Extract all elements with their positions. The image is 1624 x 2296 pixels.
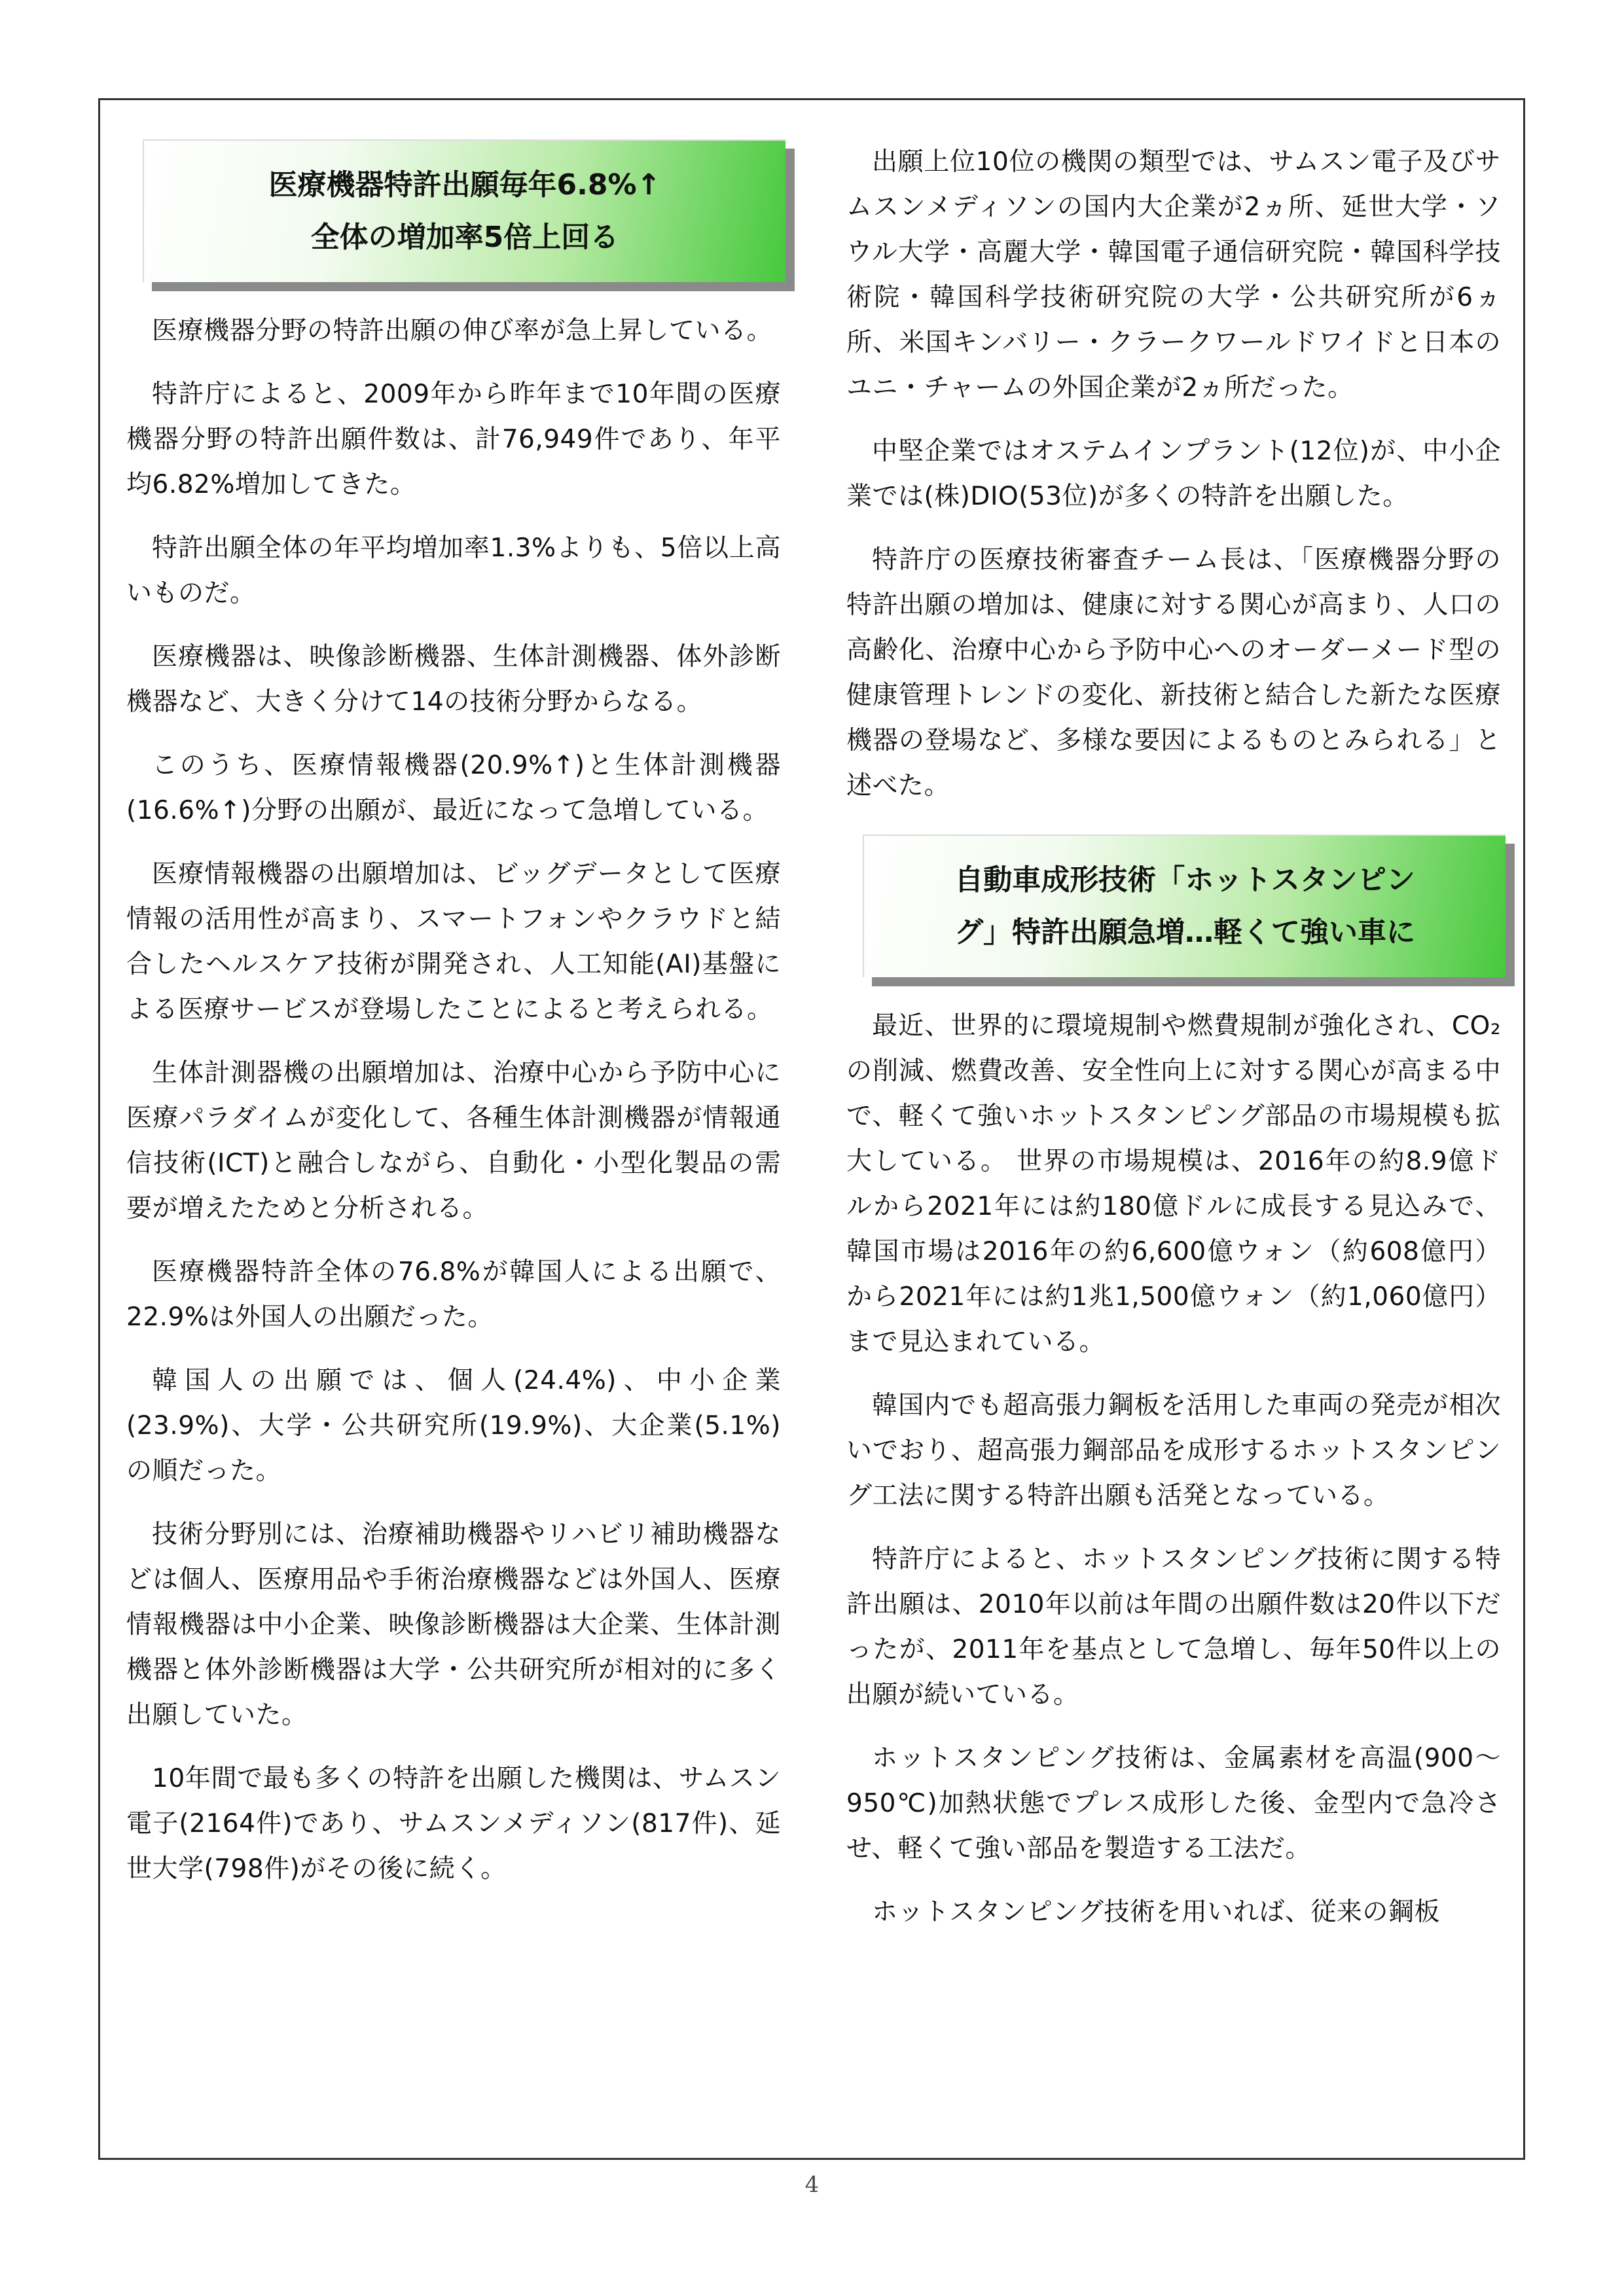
paragraph: 特許出願全体の年平均増加率1.3%よりも、5倍以上高いものだ。 [126, 533, 781, 608]
paragraph: 特許庁によると、ホットスタンピング技術に関する特許出願は、2010年以前は年間の出願件数は20件以下だったが、2011年を基点として急増し、毎年50件以上の出願が続いている。 [846, 1545, 1501, 1710]
paragraph: 医療機器は、映像診断機器、生体計測機器、体外診断機器など、大きく分けて14の技術分野からなる。 [126, 642, 781, 717]
paragraph: 中堅企業ではオステムインプラント(12位)が、中小企業では(株)DIO(53位)が多くの特許を出願した。 [846, 437, 1501, 511]
paragraph: ホットスタンピング技術を用いれば、従来の鋼板 [872, 1897, 1440, 1927]
headline-line: 全体の増加率5倍上回る [310, 221, 619, 254]
paragraph: 韓国人の出願では、個人(24.4%)、中小企業(23.9%)、大学・公共研究所(19.9%)、大企業(5.1%)の順だった。 [126, 1366, 781, 1486]
headline-line: 自動車成形技術「ホットスタンピン [954, 863, 1415, 897]
paragraph: 特許庁の医療技術審査チーム長は、「医療機器分野の特許出願の増加は、健康に対する関心が高まり、人口の高齢化、治療中心から予防中心へのオーダーメード型の健康管理トレンドの変化、新技術と結合した新たな医療機器の登場など、多様な要因によるものとみられる」と述べた。 [846, 545, 1501, 800]
paragraph: 医療情報機器の出願増加は、ビッグデータとして医療情報の活用性が高まり、スマートフォンやクラウドと結合したヘルスケア技術が開発され、人工知能(AI)基盤による医療サービスが登場したことによると考えられる。 [126, 859, 781, 1024]
right-column [846, 139, 1501, 1953]
paragraph: 韓国内でも超高張力鋼板を活用した車両の発売が相次いでおり、超高張力鋼部品を成形するホットスタンピング工法に関する特許出願も活発となっている。 [846, 1391, 1501, 1511]
paragraph: 特許庁によると、2009年から昨年まで10年間の医療機器分野の特許出願件数は、計76,949件であり、年平均6.82%増加してきた。 [126, 380, 781, 499]
paragraph: 医療機器特許全体の76.8%が韓国人による出願で、22.9%は外国人の出願だった。 [126, 1257, 781, 1332]
left-column [126, 139, 781, 1910]
headline-line: 医療機器特許出願毎年6.8%↑ [268, 168, 661, 202]
headline-line: グ」特許出願急増…軽くて強い車に [954, 916, 1415, 949]
headline-medical-devices [143, 139, 785, 282]
paragraph: 生体計測器機の出願増加は、治療中心から予防中心に医療パラダイムが変化して、各種生体計測機器が情報通信技術(ICT)と融合しながら、自動化・小型化製品の需要が増えたためと分析される。 [126, 1058, 781, 1223]
paragraph: このうち、医療情報機器(20.9%↑)と生体計測機器(16.6%↑)分野の出願が、最近になって急増している。 [126, 751, 781, 825]
paragraph: 医療機器分野の特許出願の伸び率が急上昇している。 [152, 316, 773, 346]
page-number: 4 [804, 2172, 820, 2198]
paragraph: ホットスタンピング技術は、金属素材を高温(900～950℃)加熱状態でプレス成形した後、金型内で急冷させ、軽くて強い部品を製造する工法だ。 [846, 1744, 1501, 1863]
paragraph: 出願上位10位の機関の類型では、サムスン電子及びサムスンメディソンの国内大企業が2ヵ所、延世大学・ソウル大学・高麗大学・韓国電子通信研究院・韓国科学技術院・韓国科学技術研究院の大学・公共研究所が6ヵ所、米国キンバリー・クラークワールドワイドと日本のユニ・チャームの外国企業が2ヵ所だった。 [846, 147, 1501, 403]
paragraph: 10年間で最も多くの特許を出願した機関は、サムスン電子(2164件)であり、サムスンメディソン(817件)、延世大学(798件)がその後に続く。 [126, 1764, 781, 1884]
article-frame [98, 98, 1525, 2160]
paragraph: 技術分野別には、治療補助機器やリハビリ補助機器などは個人、医療用品や手術治療機器などは外国人、医療情報機器は中小企業、映像診断機器は大企業、生体計測機器と体外診断機器は大学・公共研究所が相対的に多く出願していた。 [126, 1520, 781, 1730]
headline-hot-stamping [863, 834, 1506, 977]
paragraph: 最近、世界的に環境規制や燃費規制が強化され、CO₂の削減、燃費改善、安全性向上に対する関心が高まる中で、軽くて強いホットスタンピング部品の市場規模も拡大している。 世界の市場規模は、2016年の約8.9億ドルから2021年には約180億ドルに成長する見込みで、韓国市場は2016年の約6,600億ウォン（約608億円）から2021年には約1兆1,500億ウォン（約1,060億円）まで見込まれている。 [846, 1011, 1501, 1357]
